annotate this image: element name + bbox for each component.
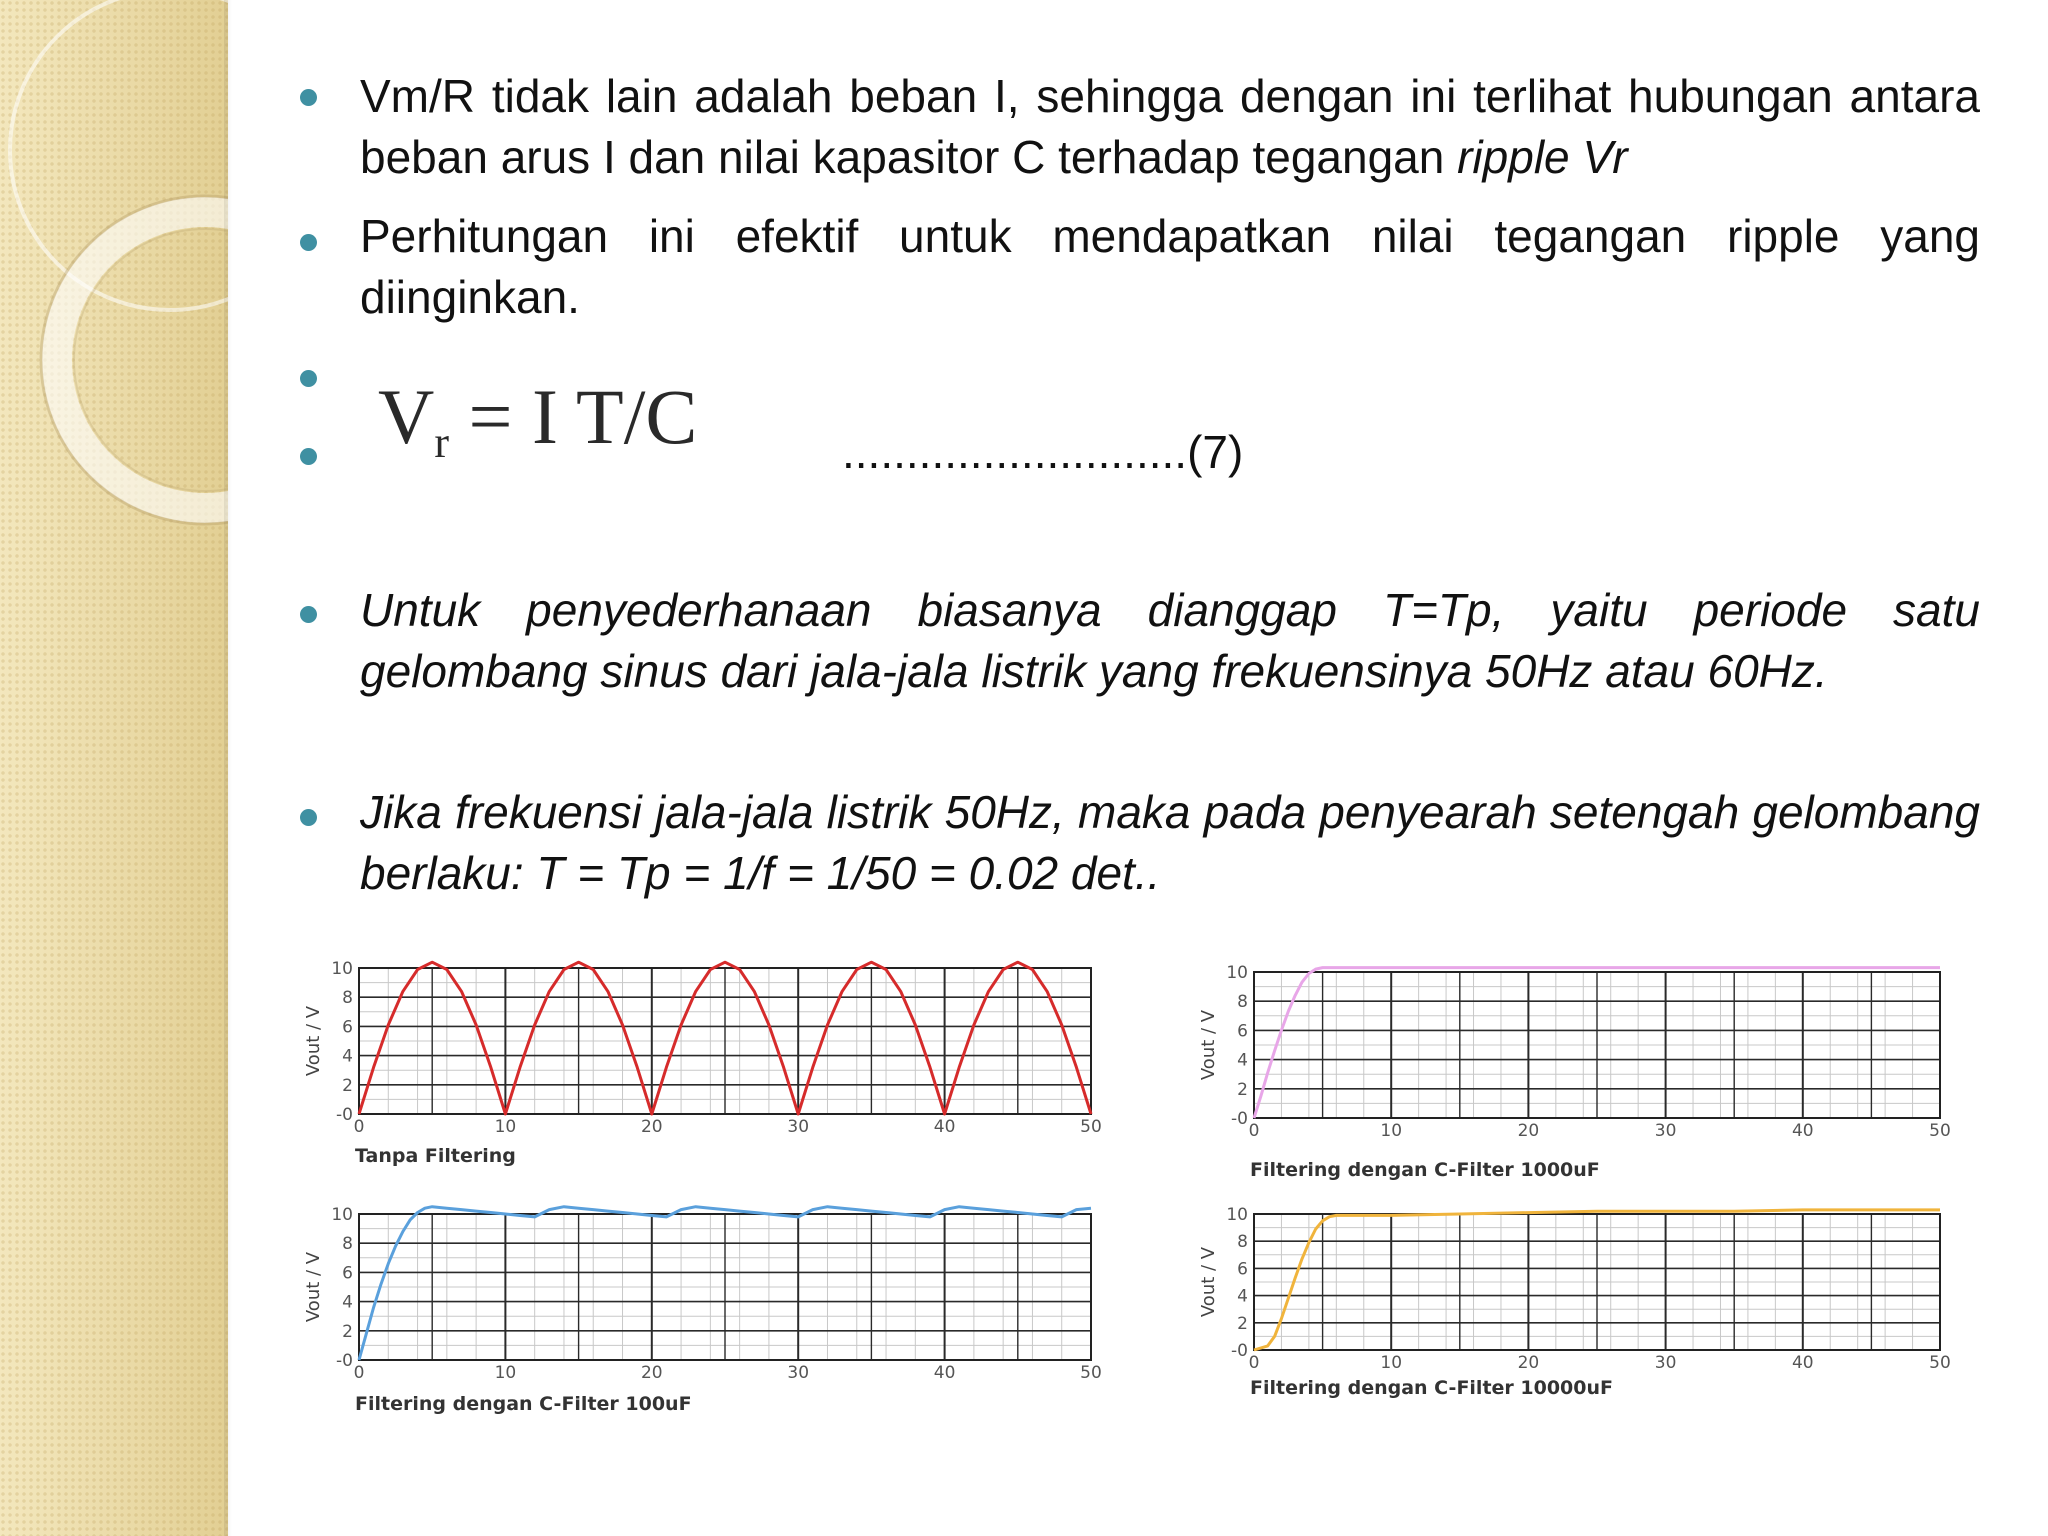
- y-tick-label: -0: [336, 1351, 353, 1371]
- formula-sub: r: [434, 418, 449, 467]
- y-tick-label: 6: [342, 1017, 353, 1038]
- x-tick-label: 0: [1248, 1121, 1260, 1141]
- y-axis-label: Vout / V: [303, 1251, 324, 1323]
- x-tick-label: 20: [640, 1363, 663, 1383]
- y-tick-label: 10: [1226, 1205, 1248, 1225]
- y-axis-label: Vout / V: [1198, 1246, 1219, 1318]
- bullet-dot: [300, 370, 317, 387]
- x-tick-label: 10: [1380, 1121, 1403, 1141]
- x-tick-label: 30: [1654, 1121, 1677, 1141]
- y-tick-label: -0: [336, 1105, 353, 1125]
- y-axis-label: Vout / V: [303, 1005, 324, 1077]
- bullet-dot: [300, 448, 317, 465]
- y-tick-label: 8: [342, 1234, 353, 1255]
- bullet-text-4: Untuk penyederhanaan biasanya dianggap T=Tp, yaitu periode satu gelombang sinus dari jala-jala listrik yang frekuensinya 50Hz atau 60Hz.: [360, 584, 1980, 697]
- y-tick-label: 2: [1237, 1313, 1248, 1334]
- bullet-dot: [300, 606, 317, 623]
- chart-tanpa-filtering: [295, 950, 1125, 1190]
- chart-caption: Filtering dengan C-Filter 10000uF: [1250, 1377, 1614, 1399]
- x-tick-label: 50: [1080, 1117, 1102, 1137]
- sidebar-shadow: [224, 0, 232, 1536]
- x-tick-label: 20: [1517, 1353, 1540, 1373]
- x-tick-label: 40: [933, 1117, 956, 1137]
- formula-v: V: [378, 373, 435, 460]
- equation-number: ...........................(7): [842, 426, 1244, 478]
- y-tick-label: 2: [342, 1075, 353, 1096]
- chart-c-filter-10000uf: [1198, 1198, 1958, 1428]
- x-tick-label: 30: [787, 1117, 810, 1137]
- y-tick-label: 4: [1237, 1050, 1248, 1071]
- x-tick-label: 0: [353, 1117, 365, 1137]
- x-tick-label: 10: [1380, 1353, 1403, 1373]
- y-tick-label: 10: [1226, 963, 1248, 983]
- y-tick-label: 4: [342, 1046, 353, 1067]
- x-tick-label: 50: [1080, 1363, 1102, 1383]
- x-tick-label: 20: [640, 1117, 663, 1137]
- y-tick-label: 4: [342, 1292, 353, 1313]
- y-tick-label: -0: [1231, 1109, 1248, 1129]
- y-tick-label: 2: [342, 1321, 353, 1342]
- bullet-text-1-main: Vm/R tidak lain adalah beban I, sehingga dengan ini terlihat hubungan antara beban arus I dan nilai kapasitor C terhadap tegangan: [360, 70, 1980, 183]
- x-tick-label: 10: [494, 1117, 517, 1137]
- chart-c-filter-100uf: [295, 1198, 1125, 1438]
- y-tick-label: 10: [331, 1205, 353, 1225]
- x-tick-label: 10: [494, 1363, 517, 1383]
- bullet-text-1-italic: ripple Vr: [1457, 131, 1628, 183]
- x-tick-label: 0: [1248, 1353, 1260, 1373]
- decorative-sidebar: [0, 0, 228, 1536]
- chart-caption: Filtering dengan C-Filter 100uF: [355, 1393, 692, 1415]
- x-tick-label: 40: [1791, 1121, 1814, 1141]
- bullet-text-1: [360, 66, 1980, 188]
- chart-svg-1: [295, 950, 1125, 1190]
- bullet-dot: [300, 809, 317, 826]
- x-tick-label: 30: [1654, 1353, 1677, 1373]
- ripple-formula: [378, 372, 697, 468]
- x-tick-label: 0: [353, 1363, 365, 1383]
- y-tick-label: 8: [1237, 992, 1248, 1013]
- bullet-text-5: Jika frekuensi jala-jala listrik 50Hz, maka pada penyearah setengah gelombang berlaku: T = Tp = 1/f = 1/50 = 0.02 det..: [360, 786, 1980, 899]
- chart-svg-4: [1198, 1198, 1958, 1428]
- ring-decoration: [0, 0, 228, 560]
- chart-caption: Tanpa Filtering: [355, 1145, 516, 1167]
- y-tick-label: 6: [1237, 1259, 1248, 1280]
- bullet-dot: [300, 89, 317, 106]
- chart-c-filter-1000uf: [1198, 958, 1958, 1198]
- bullet-dot: [300, 234, 317, 251]
- y-tick-label: -0: [1231, 1341, 1248, 1361]
- y-tick-label: 10: [331, 959, 353, 979]
- x-tick-label: 20: [1517, 1121, 1540, 1141]
- y-tick-label: 6: [342, 1263, 353, 1284]
- x-tick-label: 30: [787, 1363, 810, 1383]
- x-tick-label: 50: [1929, 1121, 1951, 1141]
- y-axis-label: Vout / V: [1198, 1009, 1219, 1081]
- bullet-text-2: Perhitungan ini efektif untuk mendapatkan nilai tegangan ripple yang diinginkan.: [360, 210, 1980, 323]
- formula-rest: = I T/C: [449, 373, 698, 460]
- y-tick-label: 6: [1237, 1021, 1248, 1042]
- y-tick-label: 8: [342, 988, 353, 1009]
- chart-svg-2: [1198, 958, 1958, 1198]
- y-tick-label: 8: [1237, 1232, 1248, 1253]
- x-tick-label: 50: [1929, 1353, 1951, 1373]
- y-tick-label: 2: [1237, 1079, 1248, 1100]
- chart-svg-3: [295, 1198, 1125, 1438]
- x-tick-label: 40: [933, 1363, 956, 1383]
- y-tick-label: 4: [1237, 1286, 1248, 1307]
- chart-caption: Filtering dengan C-Filter 1000uF: [1250, 1159, 1600, 1181]
- x-tick-label: 40: [1791, 1353, 1814, 1373]
